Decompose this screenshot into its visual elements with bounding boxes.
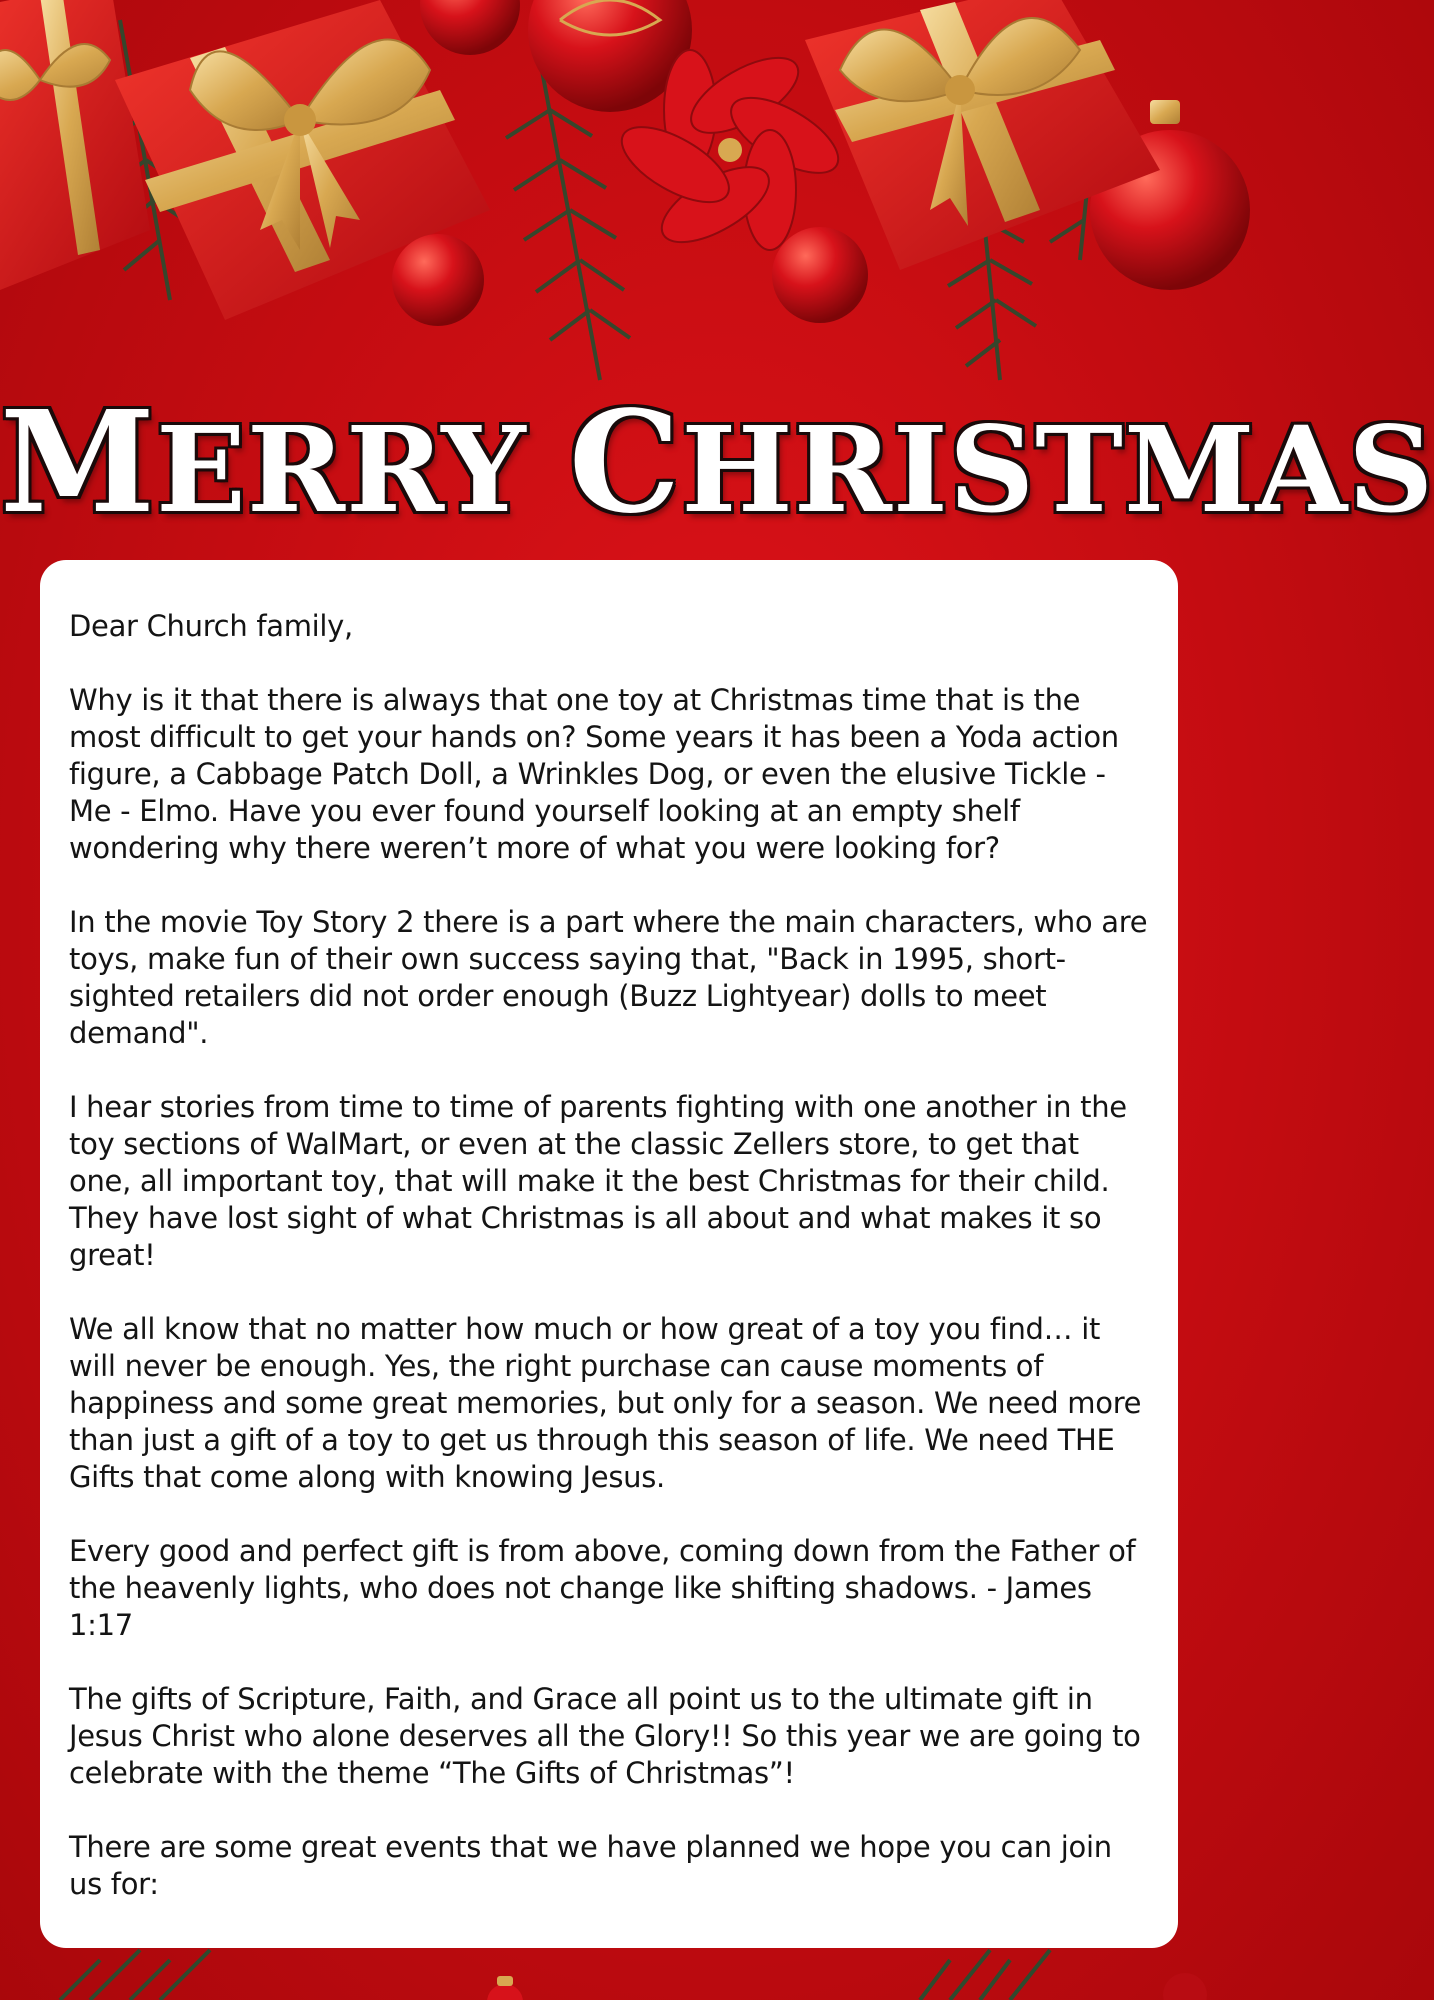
letter-paragraph: We all know that no matter how much or how great of a toy you find… it will never be enough. Yes, the right purchase can cause moments of happiness and some great memories, but only for a season. We need more than just a gift of a toy to get us through this season of life. We need THE Gifts that come along with knowing Jesus. [69, 1312, 1142, 1494]
christmas-gifts-header-illustration [0, 0, 1214, 420]
letter-paragraph: I hear stories from time to time of parents fighting with one another in the toy sections of WalMart, or even at the classic Zellers store, to get that one, all important toy, that will make it the best Christmas for their child. They have lost sight of what Christmas is all about and what makes it so great! [69, 1090, 1127, 1272]
letter-paragraph: The gifts of Scripture, Faith, and Grace all point us to the ultimate gift in Jesus Christ who alone deserves all the Glory!! So this year we are going to celebrate with the theme “The Gifts of Christmas”! [69, 1682, 1141, 1790]
title-initial-m: M [0, 381, 156, 545]
letter-paragraph: Why is it that there is always that one toy at Christmas time that is the most difficult to get your hands on? Some years it has been a Yoda action figure, a Cabbage Patch Doll, a Wrinkles Dog, or even the elusive Tickle - Me - Elmo. Have you ever found yourself looking at an empty shelf wondering why there weren’t more of what you were looking for? [69, 683, 1119, 865]
letter-paragraph: There are some great events that we have planned we hope you can join us for: [69, 1830, 1112, 1901]
christmas-footer-illustration [0, 1940, 1214, 2000]
gift-box-left [0, 0, 150, 290]
letter-paragraph-scripture: Every good and perfect gift is from above, coming down from the Father of the heavenly lights, who does not change like shifting shadows. - James 1:17 [69, 1534, 1136, 1642]
letter-card [40, 560, 1178, 1948]
ornament-ball [420, 0, 520, 55]
letter-salutation: Dear Church family, [69, 609, 353, 643]
title-initial-c: C [568, 381, 682, 545]
ornament-ball [772, 227, 868, 323]
letter-paragraph: In the movie Toy Story 2 there is a part where the main characters, who are toys, make fun of their own success saying that, "Back in 1995, short-sighted retailers did not order enough (Buzz Lightyear) dolls to meet demand". [69, 905, 1148, 1050]
title-word-christmas-rest: HRISTMAS [681, 400, 1434, 539]
page-title [0, 381, 1434, 545]
ornament-ball [392, 234, 484, 326]
title-word-merry-rest: ERRY [155, 400, 527, 539]
